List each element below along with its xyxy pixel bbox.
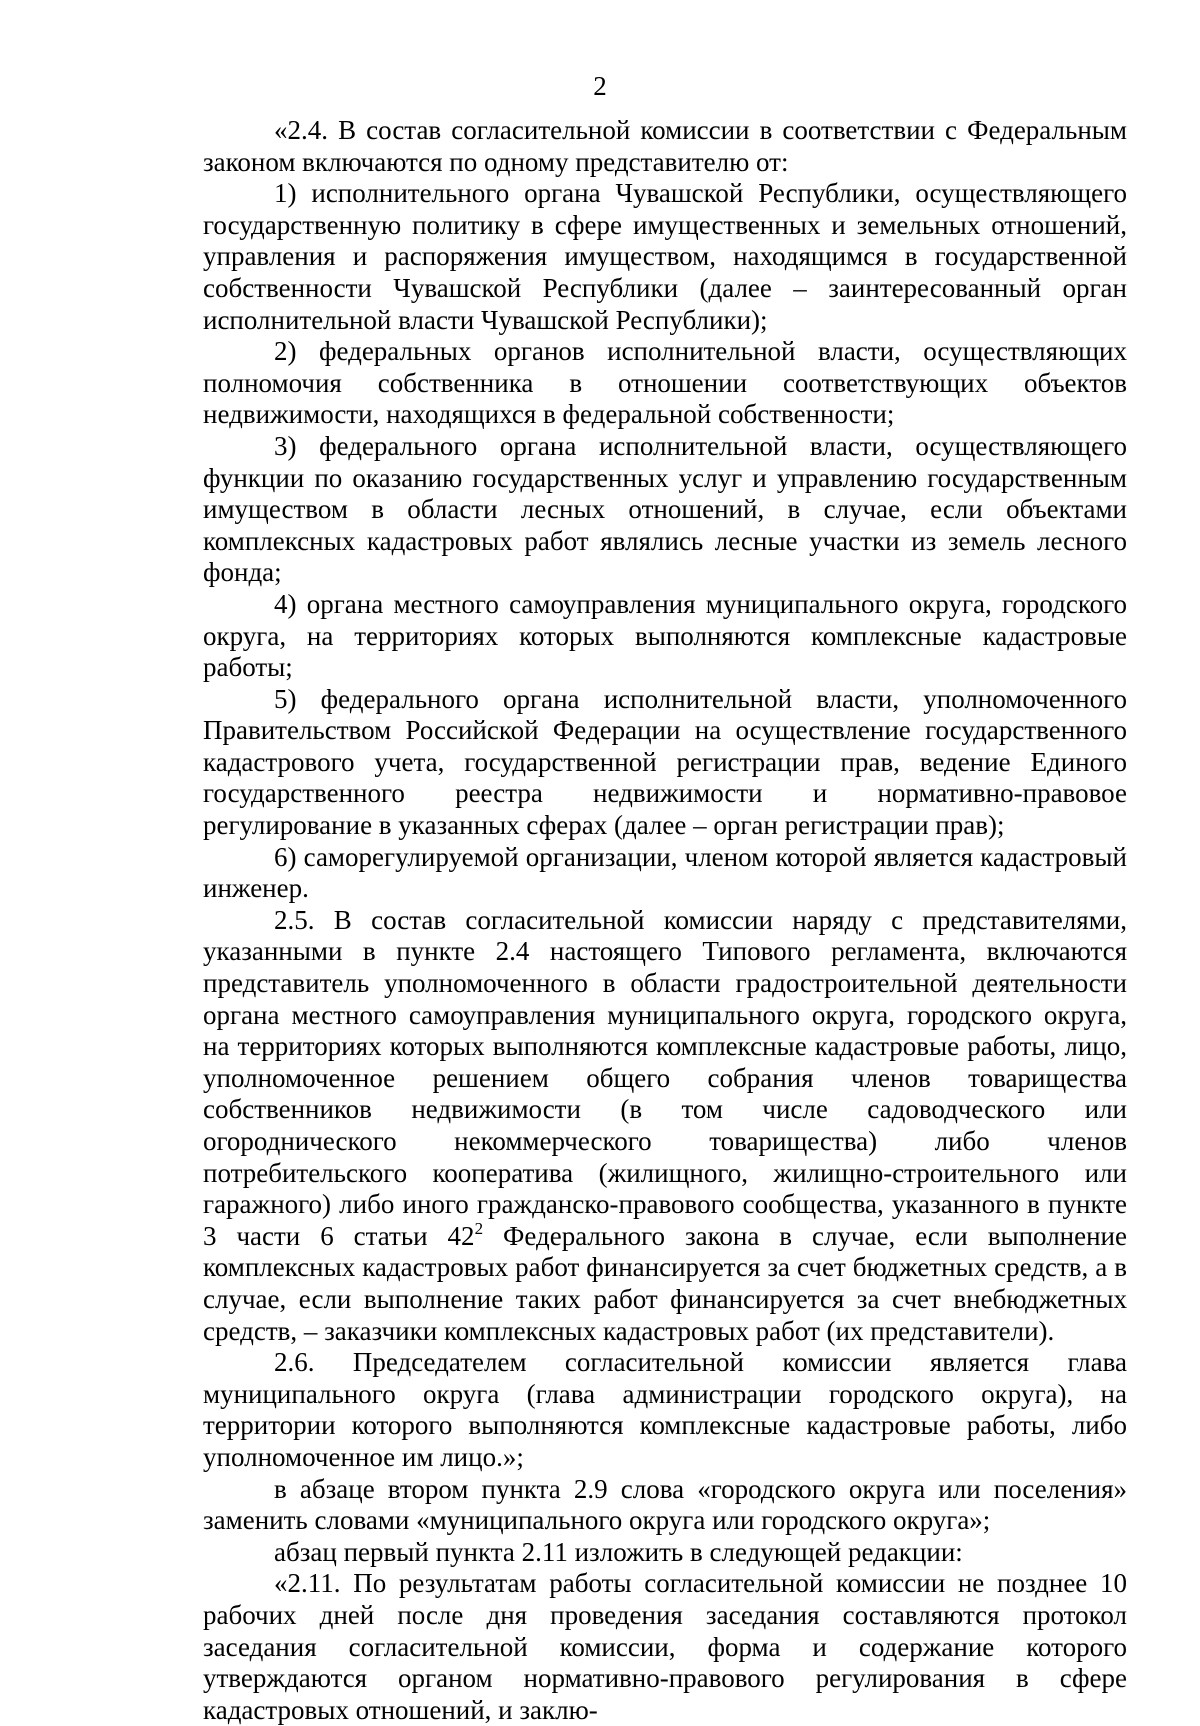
paragraph-2-5-text: 2.5. В состав согласительной комиссии наряду с представителями, указанными в пункте 2.4 настоящего Типового регламента, включаются представитель уполномоченного в области градостроительной деятельности органа местного самоуправления муниципального округа, городского округа, на территориях которых выполняются комплексные кадастровые работы, лицо, уполномоченное решением общего собрания членов товарищества собственников недвижимости (в том числе садоводческого или огороднического некоммерческого товарищества) либо членов потребительского кооператива (жилищного, жилищно-строительного или гаражного) либо иного гражданско-правового сообщества, указанного в пункте 3 части 6 статьи 42 bbox=[203, 904, 1127, 1251]
amendment-2-9: в абзаце втором пункта 2.9 слова «городского округа или поселения» заменить словами «муниципального округа или городского округа»; bbox=[203, 1473, 1127, 1536]
list-item-1: 1) исполнительного органа Чувашской Республики, осуществляющего государственную политику в сфере имущественных и земельных отношений, управления и распоряжения имуществом, находящимся в государственной собственности Чувашской Республики (далее – заинтересованный орган исполнительной власти Чувашской Республики); bbox=[203, 178, 1127, 335]
paragraph-2-6: 2.6. Председателем согласительной комиссии является глава муниципального округа (глава администрации городского округа), на территории которого выполняются комплексные кадастровые работы, либо уполномоченное им лицо.»; bbox=[203, 1347, 1127, 1472]
paragraph-2-11: «2.11. По результатам работы согласительной комиссии не позднее 10 рабочих дней после дня проведения заседания составляются протокол заседания согласительной комиссии, форма и содержание которого утверждаются органом нормативно-правового регулирования в сфере кадастровых отношений, и заклю- bbox=[203, 1568, 1127, 1725]
list-item-4: 4) органа местного самоуправления муниципального округа, городского округа, на территориях которых выполняются комплексные кадастровые работы; bbox=[203, 588, 1127, 683]
superscript: 2 bbox=[474, 1218, 484, 1238]
paragraph-2-5 bbox=[203, 905, 1127, 1347]
document-body bbox=[203, 115, 1127, 1726]
paragraph-2-5-text-end: Федерального закона в случае, если выполнение комплексных кадастровых работ финансируется за счет бюджетных средств, а в случае, если выполнение таких работ финансируется за счет внебюджетных средств, – заказчики комплексных кадастровых работ (их представители). bbox=[203, 1220, 1127, 1346]
list-item-3: 3) федерального органа исполнительной власти, осуществляющего функции по оказанию государственных услуг и управлению государственным имуществом в области лесных отношений, в случае, если объектами комплексных кадастровых работ являлись лесные участки из земель лесного фонда; bbox=[203, 430, 1127, 588]
amendment-2-11-intro: абзац первый пункта 2.11 изложить в следующей редакции: bbox=[274, 1536, 963, 1567]
paragraph-2-4: «2.4. В состав согласительной комиссии в соответствии с Федеральным законом включаются по одному представителю от: bbox=[203, 115, 1127, 177]
list-item-6: 6) саморегулируемой организации, членом которой является кадастровый инженер. bbox=[203, 841, 1127, 904]
page-number: 2 bbox=[593, 71, 607, 101]
list-item-5: 5) федерального органа исполнительной власти, уполномоченного Правительством Российской Федерации на осуществление государственного кадастрового учета, государственной регистрации прав, ведение Единого государственного реестра недвижимости и нормативно-правовое регулирование в указанных сферах (далее – орган регистрации прав); bbox=[203, 683, 1127, 841]
list-item-2: 2) федеральных органов исполнительной власти, осуществляющих полномочия собственника в отношении соответствующих объектов недвижимости, находящихся в федеральной собственности; bbox=[203, 336, 1127, 430]
